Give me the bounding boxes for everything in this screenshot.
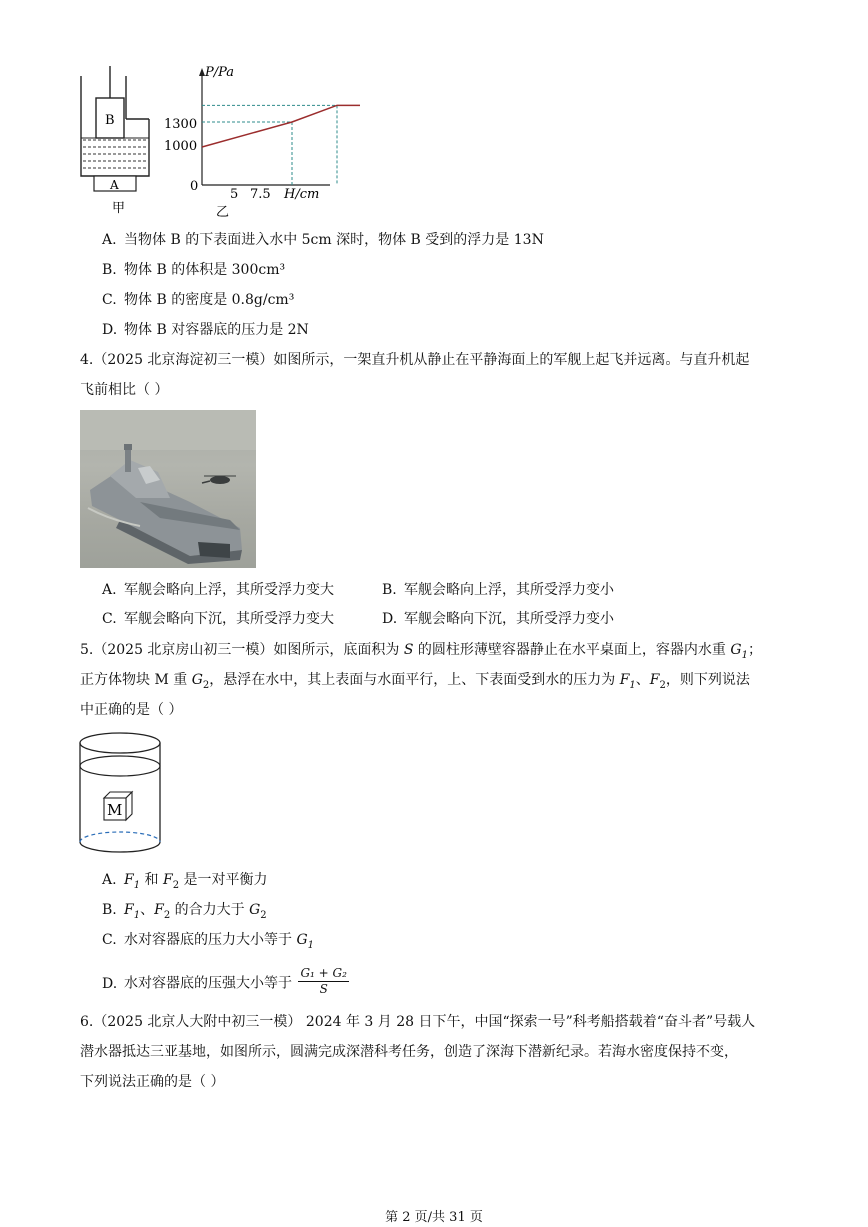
option-label: D. [102,322,118,338]
var-sub: 2 [659,679,666,691]
var-g: G [191,672,203,688]
text-run: 的合力大于 [170,902,250,918]
q5-option-c[interactable] [102,930,314,956]
option-label: C. [102,611,117,627]
option-text: 物体 B 对容器底的压力是 2N [124,322,309,338]
text-run: 、 [635,672,650,688]
q5-option-d[interactable] [102,968,349,999]
option-label: B. [102,262,117,278]
fraction [298,966,348,997]
option-label: A. [102,872,117,888]
figure-cylinder-container [78,730,164,860]
var-g: G [730,642,742,658]
text-run: 是一对平衡力 [179,872,268,888]
fraction-denominator: S [319,982,328,996]
option-text: 军舰会略向上浮，其所受浮力变大 [124,582,334,598]
option-label: C. [102,932,117,948]
var-sub: 1 [741,649,748,661]
text-run: 的圆柱形薄壁容器静止在水平桌面上，容器内水重 [413,642,731,658]
var-sub: 2 [202,679,210,691]
var-f: F [124,872,134,888]
text-run: 水对容器底的压力大小等于 [124,932,297,948]
q5-stem-line1 [80,640,762,666]
text-run: ，则下列说法 [665,672,750,688]
option-text: 物体 B 的体积是 300cm³ [124,262,286,278]
var-f: F [619,672,630,688]
var-sub: 1 [133,879,141,891]
option-label: A. [102,232,117,248]
var-g: G [249,902,261,918]
option-label: A. [102,582,117,598]
q5-option-b[interactable] [102,900,267,926]
var-sub: 2 [172,879,180,891]
x-tick-5: 5 [230,187,239,202]
block-b-label: B [105,113,115,128]
q4-stem-line2: 飞前相比（ ） [80,382,169,398]
text-run: 和 [140,872,163,888]
q6-stem-line3: 下列说法正确的是（ ） [80,1074,225,1090]
option-label: C. [102,292,117,308]
option-label: D. [382,611,398,627]
text-run: 正方体物块 M 重 [80,672,192,688]
option-text: 物体 B 的密度是 0.8g/cm³ [124,292,295,308]
q5-stem-line2 [80,670,750,696]
q4-option-a[interactable] [102,580,334,600]
y-axis-title: P/Pa [205,65,235,80]
text-run: 水对容器底的压强大小等于 [124,975,292,992]
var-f: F [649,672,660,688]
q5-stem-line3: 中正确的是（ ） [80,702,183,718]
y-tick-1000: 1000 [164,139,198,154]
q4-option-d[interactable] [382,609,614,629]
var-sub: 1 [133,909,141,921]
pressure-depth-chart [160,58,360,223]
text-run: ； [747,642,762,658]
option-text: 军舰会略向下沉，其所受浮力变大 [124,611,334,627]
option-text: 军舰会略向下沉，其所受浮力变小 [404,611,614,627]
option-text: 当物体 B 的下表面进入水中 5cm 深时，物体 B 受到的浮力是 13N [124,232,544,248]
var-sub: 2 [163,909,171,921]
var-sub: 2 [260,909,267,921]
q3-option-b[interactable] [102,260,285,280]
page-footer: 第 2 页/共 31 页 [385,1210,483,1225]
fraction-numerator: G₁ + G₂ [300,966,347,980]
var-f: F [124,902,134,918]
option-label: B. [382,582,397,598]
var-sub: 1 [629,679,636,691]
var-g: G [296,932,308,948]
text-run: 、 [140,902,155,918]
series-line [202,105,360,147]
warship-helicopter-photo [80,410,256,568]
q3-option-a[interactable] [102,230,544,250]
y-tick-1300: 1300 [164,117,198,132]
q6-stem-line1: 6.（2025 北京人大附中初三一模） 2024 年 3 月 28 日下午，中国“探索一号”科考船搭载着“奋斗者”号载人 [80,1014,756,1030]
var-s: S [403,642,414,658]
q3-option-c[interactable] [102,290,294,310]
q4-stem-line1: 4.（2025 北京海淀初三一模）如图所示，一架直升机从静止在平静海面上的军舰上起飞并远离。与直升机起 [80,352,750,368]
figure-container-jia [76,64,156,214]
text-run: 5.（2025 北京房山初三一模）如图所示，底面积为 [80,642,404,658]
option-label: D. [102,975,118,992]
x-axis-title: H/cm [284,187,320,202]
figure-yi-label: 乙 [216,205,230,220]
q4-option-c[interactable] [102,609,334,629]
cube-m-label: M [107,801,123,819]
option-text: 军舰会略向上浮，其所受浮力变小 [404,582,614,598]
chart-origin-label: 0 [190,179,199,194]
figure-jia-label: 甲 [112,201,126,214]
q4-option-b[interactable] [382,580,614,600]
q5-option-a[interactable] [102,870,268,896]
var-f: F [154,902,164,918]
q3-option-d[interactable] [102,320,309,340]
var-sub: 1 [307,939,315,951]
var-f: F [163,872,173,888]
x-tick-7-5: 7.5 [250,187,271,202]
q6-stem-line2: 潜水器抵达三亚基地，如图所示，圆满完成深潜科考任务，创造了深海下潜新纪录。若海水密度保持不变， [80,1044,738,1060]
block-a-label: A [110,178,119,192]
text-run: ，悬浮在水中，其上表面与水面平行，上、下表面受到水的压力为 [209,672,620,688]
option-label: B. [102,902,117,918]
